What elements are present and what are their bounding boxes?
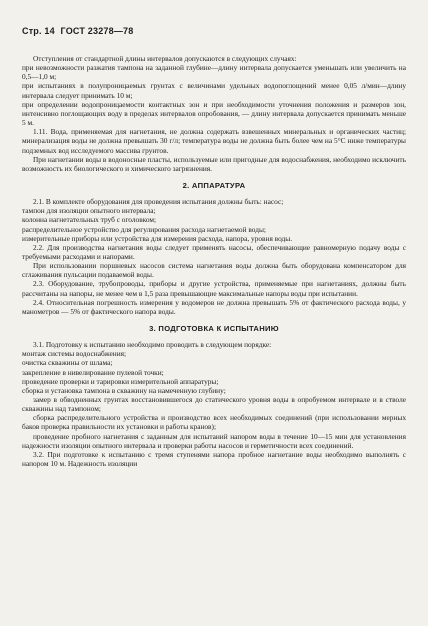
list-item: замер в обводненных грунтах восстановившегося до статического уровня воды в опробуемом интервале и в стволе скважины над тампоном; <box>22 395 406 414</box>
intro-paragraph: при определении водопроницаемости контактных зон и при необходимости уточнения положения и размеров зон, интенсивно поглощающих воду в пределах интервалов опробования, — длину интервала допускается принимать меньше 5 м. <box>22 99 406 128</box>
clause-1-11: 1.11. Вода, применяемая для нагнетания, не должна содержать взвешенных минеральных и органических частиц; минерализация воды не должна превышать 30 г/л; температура воды не должна быть более чем на 5°С ниже температуры подземных вод исследуемого массива грунтов. <box>22 127 406 155</box>
page-header <box>22 26 133 36</box>
list-item: распределительное устройство для регулирования расхода нагнетаемой воды; <box>22 224 266 234</box>
list-item: закрепление в нивелирование пулевой точки; <box>22 367 164 377</box>
clause-3-2: 3.2. При подготовке к испытанию с тремя ступенями напора пробное нагнетание воды необходимо выполнять с напором 10 м. Надежность изоляции <box>22 449 406 469</box>
list-item: проведение пробного нагнетания с заданным для испытаний напором воды в течение 10—15 мин для установления надежности изоляции опытного интервала и проверки работы насосов и герметичности всех соединений. <box>22 431 406 450</box>
list-item: сборка и установка тампона в скважину на намеченную глубину; <box>22 385 226 395</box>
section-paragraph: При использовании поршневых насосов система нагнетания воды должна быть оборудована компенсатором для сглаживания пульсации подаваемой воды. <box>22 261 406 280</box>
page-number: Стр. 14 <box>22 26 55 36</box>
list-item: сборка распределительного устройства и производство всех необходимых соединений (при использовании мерных баков проверка правильности их установки и работы кранов); <box>22 413 406 432</box>
standard-code: ГОСТ 23278—78 <box>60 26 134 36</box>
list-item: проведение проверки и тарировки измерительной аппаратуры; <box>22 376 219 386</box>
section-heading-preparation: 3. ПОДГОТОВКА К ИСПЫТАНИЮ <box>149 324 279 334</box>
section-heading-apparatus: 2. АППАРАТУРА <box>182 181 246 191</box>
list-item: тампон для изоляции опытного интервала; <box>22 206 156 216</box>
clause-3-1: 3.1. Подготовку к испытанию необходимо проводить в следующем порядке: <box>33 340 272 350</box>
list-item: измерительные приборы или устройства для измерения расхода, напора, уровня воды. <box>22 233 293 243</box>
clause-2-4: 2.4. Относительная погрешность измерения у водомеров не должна превышать 5% от фактического расхода воды, у манометров — 5% от фактического напора воды. <box>22 297 406 316</box>
intro-paragraph: Отступления от стандартной длины интервалов допускаются в следующих случаях: <box>33 54 297 63</box>
intro-paragraph: при испытаниях в полупроницаемых грунтах с величинами удельных водопоглощений менее 0,05 л/мин—длину интервала следует принимать 10 м; <box>22 81 406 100</box>
intro-paragraph: при невозможности разжатия тампона на заданной глубине—длину интервала допускается уменьшать или увеличить на 0,5—1,0 м; <box>22 63 406 82</box>
intro-paragraph: При нагнетании воды в водоносные пласты, используемые или пригодные для водоснабжения, необходимо исключить возможность их биологического и химического загрязнения. <box>22 154 406 173</box>
clause-2-2: 2.2. Для производства нагнетания воды следует применять насосы, обеспечивающие равномерную подачу воды с требуемыми расходами и напорами. <box>22 242 406 261</box>
clause-2-3: 2.3. Оборудование, трубопроводы, приборы и другие устройства, применяемые при нагнетаниях, должны быть рассчитаны на напоры, не менее чем в 1,5 раза превышающие максимальные напоры воды при испытании. <box>22 279 406 298</box>
list-item: монтаж системы водоснабжения; <box>22 349 127 359</box>
list-item: колонна нагнетательных труб с оголовком; <box>22 215 157 225</box>
clause-2-1: 2.1. В комплекте оборудования для проведения испытания должны быть: насос; <box>33 197 284 207</box>
page-body <box>22 54 406 468</box>
list-item: очистка скважины от шлама; <box>22 358 113 368</box>
